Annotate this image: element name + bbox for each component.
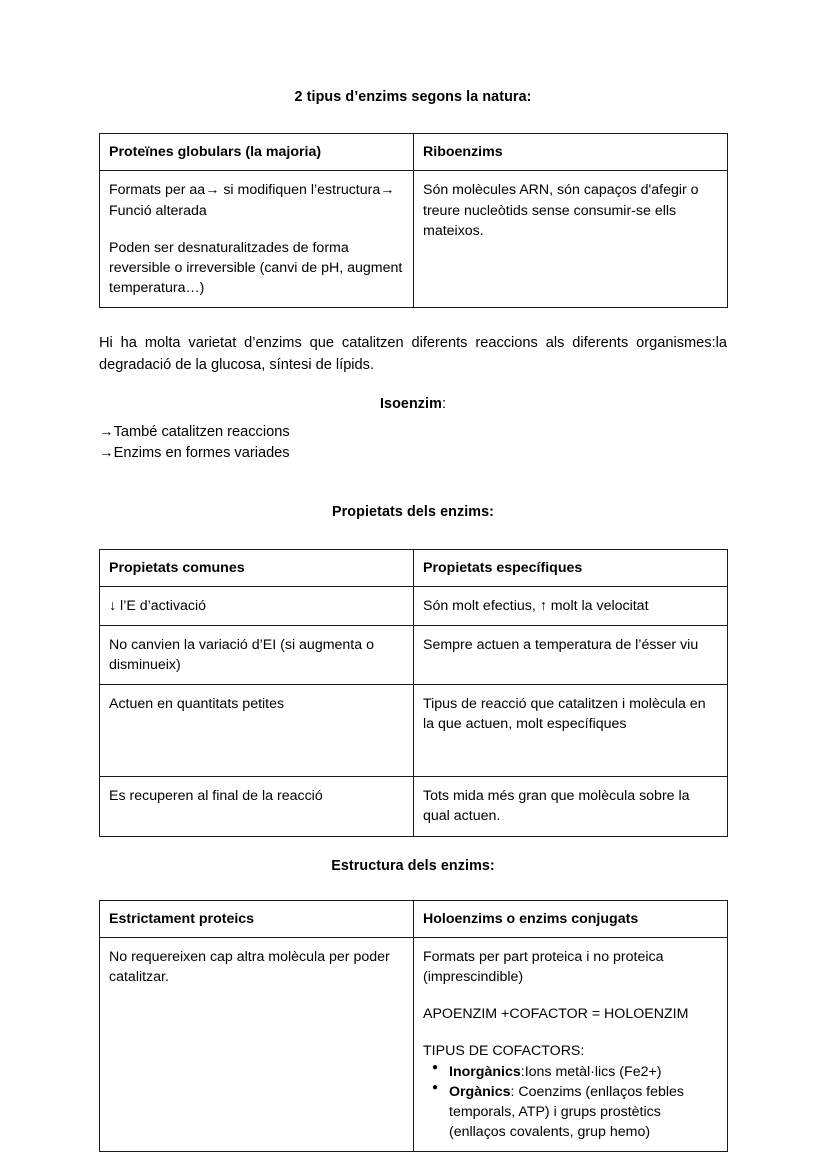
cell-paragraph: Formats per part proteica i no proteica (imprescindible) <box>423 949 664 986</box>
cell-proteines-globulars-body <box>100 171 414 308</box>
cofactor-description: :Ions metàl·lics (Fe2+) <box>520 1063 662 1080</box>
cell-propietat-comuna: ↓ l’E d’activació <box>100 586 414 625</box>
list-item-cofactor-organics <box>449 1082 719 1142</box>
spacer <box>99 308 727 332</box>
table-row <box>100 685 728 777</box>
table-estructura-enzims <box>99 900 728 1152</box>
table-header-row <box>100 134 728 171</box>
table-row <box>100 586 728 625</box>
cell-propietat-especifica: Són molt efectius, ↑ molt la velocitat <box>414 586 728 625</box>
cell-propietat-especifica: Tipus de reacció que catalitzen i molècula en la que actuen, molt específiques <box>414 685 728 777</box>
column-header-proteines-globulars: Proteïnes globulars (la majoria) <box>100 134 414 171</box>
spacer <box>99 107 727 133</box>
table-row <box>100 777 728 836</box>
table-row <box>100 625 728 684</box>
cofactors-list <box>423 1062 719 1143</box>
table-row <box>100 171 728 308</box>
table-row <box>100 938 728 1152</box>
cofactor-term: Orgànics <box>449 1083 511 1100</box>
spacer <box>99 463 727 503</box>
cell-riboenzims-body <box>414 171 728 308</box>
heading-isoenzim-text: Isoenzim <box>379 395 442 412</box>
cell-paragraph: Formats per aa→ si modifiquen l’estructura→ Funció alterada <box>109 182 395 219</box>
column-header-propietats-comunes: Propietats comunes <box>100 549 414 586</box>
heading-isoenzim <box>99 395 727 414</box>
cofactor-term: Inorgànics <box>449 1063 521 1080</box>
table-tipus-enzims <box>99 133 728 308</box>
column-header-riboenzims: Riboenzims <box>414 134 728 171</box>
table-header-row <box>100 900 728 937</box>
cell-paragraph-equation: APOENZIM +COFACTOR = HOLOENZIM <box>423 1006 689 1023</box>
column-header-holoenzims: Holoenzims o enzims conjugats <box>414 900 728 937</box>
spacer <box>99 377 727 395</box>
spacer <box>99 837 727 857</box>
cell-propietat-comuna: Es recuperen al final de la reacció <box>100 777 414 836</box>
heading-propietats-enzims: Propietats dels enzims: <box>332 504 494 521</box>
cell-propietat-comuna: Actuen en quantitats petites <box>100 685 414 777</box>
spacer <box>99 876 727 900</box>
cofactors-label: TIPUS DE COFACTORS: <box>423 1043 585 1060</box>
cell-estrictament-proteics-body: No requereixen cap altra molècula per poder catalitzar. <box>100 938 414 1152</box>
table-propietats-enzims <box>99 549 728 837</box>
column-header-estrictament-proteics: Estrictament proteics <box>100 900 414 937</box>
spacer <box>99 414 727 422</box>
table-header-row <box>100 549 728 586</box>
cell-propietat-comuna: No canvien la variació d’EI (si augmenta o disminueix) <box>100 625 414 684</box>
list-item-cofactor-inorganics <box>449 1062 719 1082</box>
cell-paragraph: Són molècules ARN, són capaços d'afegir o treure nucleòtids sense consumir-se ells mateixos. <box>423 182 699 239</box>
cell-propietat-especifica: Tots mida més gran que molècula sobre la qual actuen. <box>414 777 728 836</box>
document-content <box>99 88 727 1152</box>
cell-holoenzims-body <box>414 938 728 1152</box>
cofactor-description: : Coenzims (enllaços febles temporals, ATP) i grups prostètics (enllaços covalents, grup hemo) <box>449 1083 684 1141</box>
paragraph-varietat-enzims: Hi ha molta varietat d’enzims que catalitzen diferents reaccions als diferents organismes:la degradació de la glucosa, síntesi de lípids. <box>99 335 727 374</box>
list-item-isoenzim-1: →També catalitzen reaccions <box>99 423 290 440</box>
heading-tipus-enzims-natura: 2 tipus d’enzims segons la natura: <box>294 89 532 105</box>
heading-isoenzim-colon: : <box>441 395 447 412</box>
column-header-propietats-especifiques: Propietats específiques <box>414 549 728 586</box>
spacer <box>99 523 727 549</box>
cell-paragraph: Poden ser desnaturalitzades de forma reversible o irreversible (canvi de pH, augment temperatura…) <box>109 239 403 297</box>
cell-propietat-especifica: Sempre actuen a temperatura de l’ésser viu <box>414 625 728 684</box>
heading-estructura-enzims: Estructura dels enzims: <box>331 857 495 874</box>
list-item-isoenzim-2: →Enzims en formes variades <box>99 444 290 461</box>
